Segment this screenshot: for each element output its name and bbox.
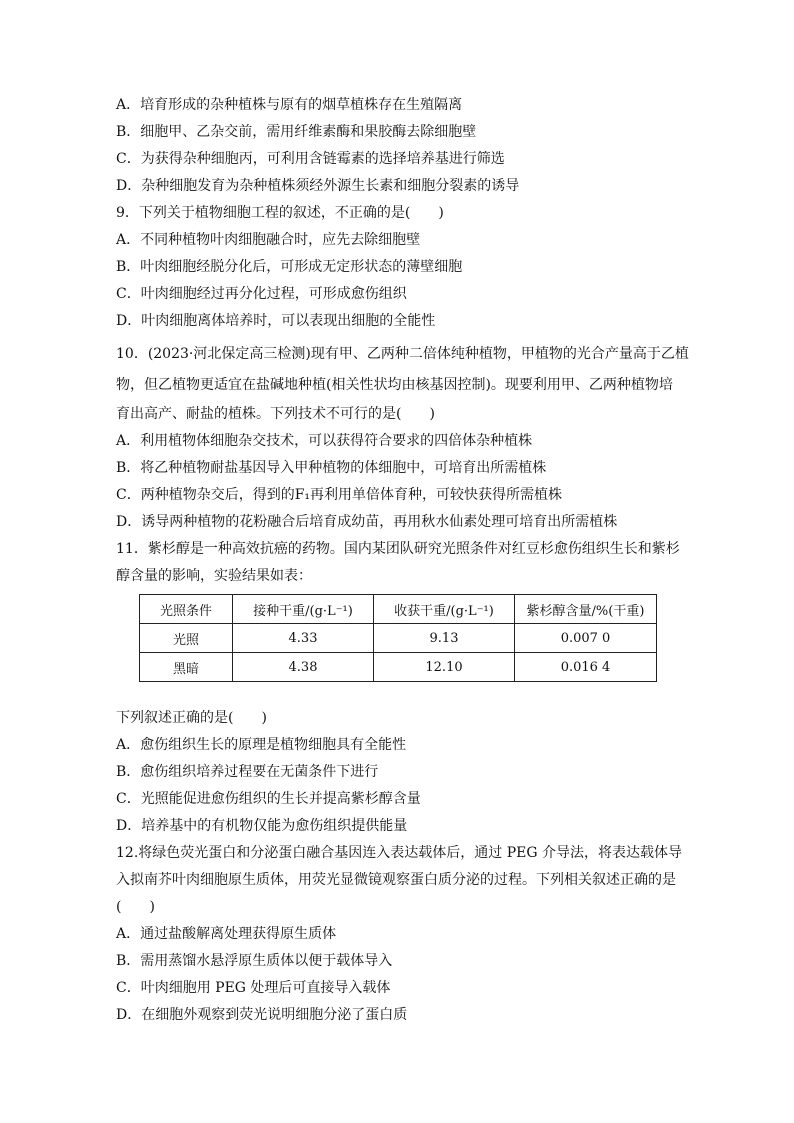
q8-option-c: C．为获得杂种细胞丙，可利用含链霉素的选择培养基进行筛选 (116, 151, 505, 167)
q12-option-a: A．通过盐酸解离处理获得原生质体 (116, 926, 337, 942)
table-header-cell: 收获干重/(g·L⁻¹) (374, 595, 515, 624)
table-cell: 9.13 (374, 624, 515, 653)
q8-option-b: B．细胞甲、乙杂交前，需用纤维素酶和果胶酶去除细胞壁 (116, 124, 477, 140)
q10-option-c: C．两种植物杂交后，得到的F₁再利用单倍体育种，可较快获得所需植株 (116, 487, 563, 503)
table-cell: 12.10 (374, 653, 515, 682)
experiment-results-table (139, 594, 657, 682)
q10-option-b: B．将乙种植物耐盐基因导入甲种植物的体细胞中，可培育出所需植株 (116, 460, 547, 476)
table-cell: 光照 (140, 624, 233, 653)
table-cell: 4.38 (233, 653, 374, 682)
table-header-cell: 紫杉醇含量/%(干重) (515, 595, 657, 624)
table-cell: 黑暗 (140, 653, 233, 682)
q10-option-d: D．诱导两种植物的花粉融合后培育成幼苗，再用秋水仙素处理可培育出所需植株 (116, 514, 618, 530)
table-cell: 0.016 4 (515, 653, 657, 682)
q11-question: 下列叙述正确的是( ) (116, 710, 267, 726)
q12-option-d: D．在细胞外观察到荧光说明细胞分泌了蛋白质 (116, 1007, 408, 1023)
q11-option-d: D．培养基中的有机物仅能为愈伤组织提供能量 (116, 818, 408, 834)
table-row (140, 624, 657, 653)
table-header-row (140, 595, 657, 624)
q8-option-d: D．杂种细胞发育为杂种植株须经外源生长素和细胞分裂素的诱导 (116, 178, 520, 194)
q10-option-a: A．利用植物体细胞杂交技术，可以获得符合要求的四倍体杂种植株 (116, 433, 533, 449)
q9-option-a: A．不同种植物叶肉细胞融合时，应先去除细胞壁 (116, 232, 421, 248)
q12-answer-blank: ( ) (116, 899, 155, 915)
q11-stem-line-1: 11．紫杉醇是一种高效抗癌的药物。国内某团队研究光照条件对红豆杉愈伤组织生长和紫杉 (116, 541, 680, 557)
table-header-cell: 光照条件 (140, 595, 233, 624)
table-header-cell: 接种干重/(g·L⁻¹) (233, 595, 374, 624)
q11-stem-line-2: 醇含量的影响，实验结果如表： (116, 568, 312, 584)
q12-stem-line-2: 入拟南芥叶肉细胞原生质体，用荧光显微镜观察蛋白质分泌的过程。下列相关叙述正确的是 (116, 872, 676, 888)
q12-option-b: B．需用蒸馏水悬浮原生质体以便于载体导入 (116, 953, 393, 969)
q10-stem-line-3: 育出高产、耐盐的植株。下列技术不可行的是( ) (116, 406, 435, 422)
table-cell: 4.33 (233, 624, 374, 653)
q12-option-c: C．叶肉细胞用 PEG 处理后可直接导入载体 (116, 980, 391, 996)
q12-stem-line-1: 12.将绿色荧光蛋白和分泌蛋白融合基因连入表达载体后，通过 PEG 介导法，将表达载体导 (116, 845, 682, 861)
q9-option-b: B．叶肉细胞经脱分化后，可形成无定形状态的薄壁细胞 (116, 259, 463, 275)
q10-stem-line-2: 物，但乙植物更适宜在盐碱地种植(相关性状均由核基因控制)。现要利用甲、乙两种植物培 (116, 377, 673, 393)
q9-stem: 9．下列关于植物细胞工程的叙述，不正确的是( ) (116, 205, 444, 221)
table-row (140, 653, 657, 682)
q11-option-a: A．愈伤组织生长的原理是植物细胞具有全能性 (116, 737, 407, 753)
q10-stem-line-1: 10．(2023·河北保定高三检测)现有甲、乙两种二倍体纯种植物，甲植物的光合产量高于乙植 (116, 346, 689, 362)
q9-option-d: D．叶肉细胞离体培养时，可以表现出细胞的全能性 (116, 313, 436, 329)
q8-option-a: A．培育形成的杂种植株与原有的烟草植株存在生殖隔离 (116, 97, 463, 113)
q11-option-c: C．光照能促进愈伤组织的生长并提高紫杉醇含量 (116, 791, 421, 807)
q11-option-b: B．愈伤组织培养过程要在无菌条件下进行 (116, 764, 379, 780)
table-cell: 0.007 0 (515, 624, 657, 653)
q9-option-c: C．叶肉细胞经过再分化过程，可形成愈伤组织 (116, 286, 407, 302)
